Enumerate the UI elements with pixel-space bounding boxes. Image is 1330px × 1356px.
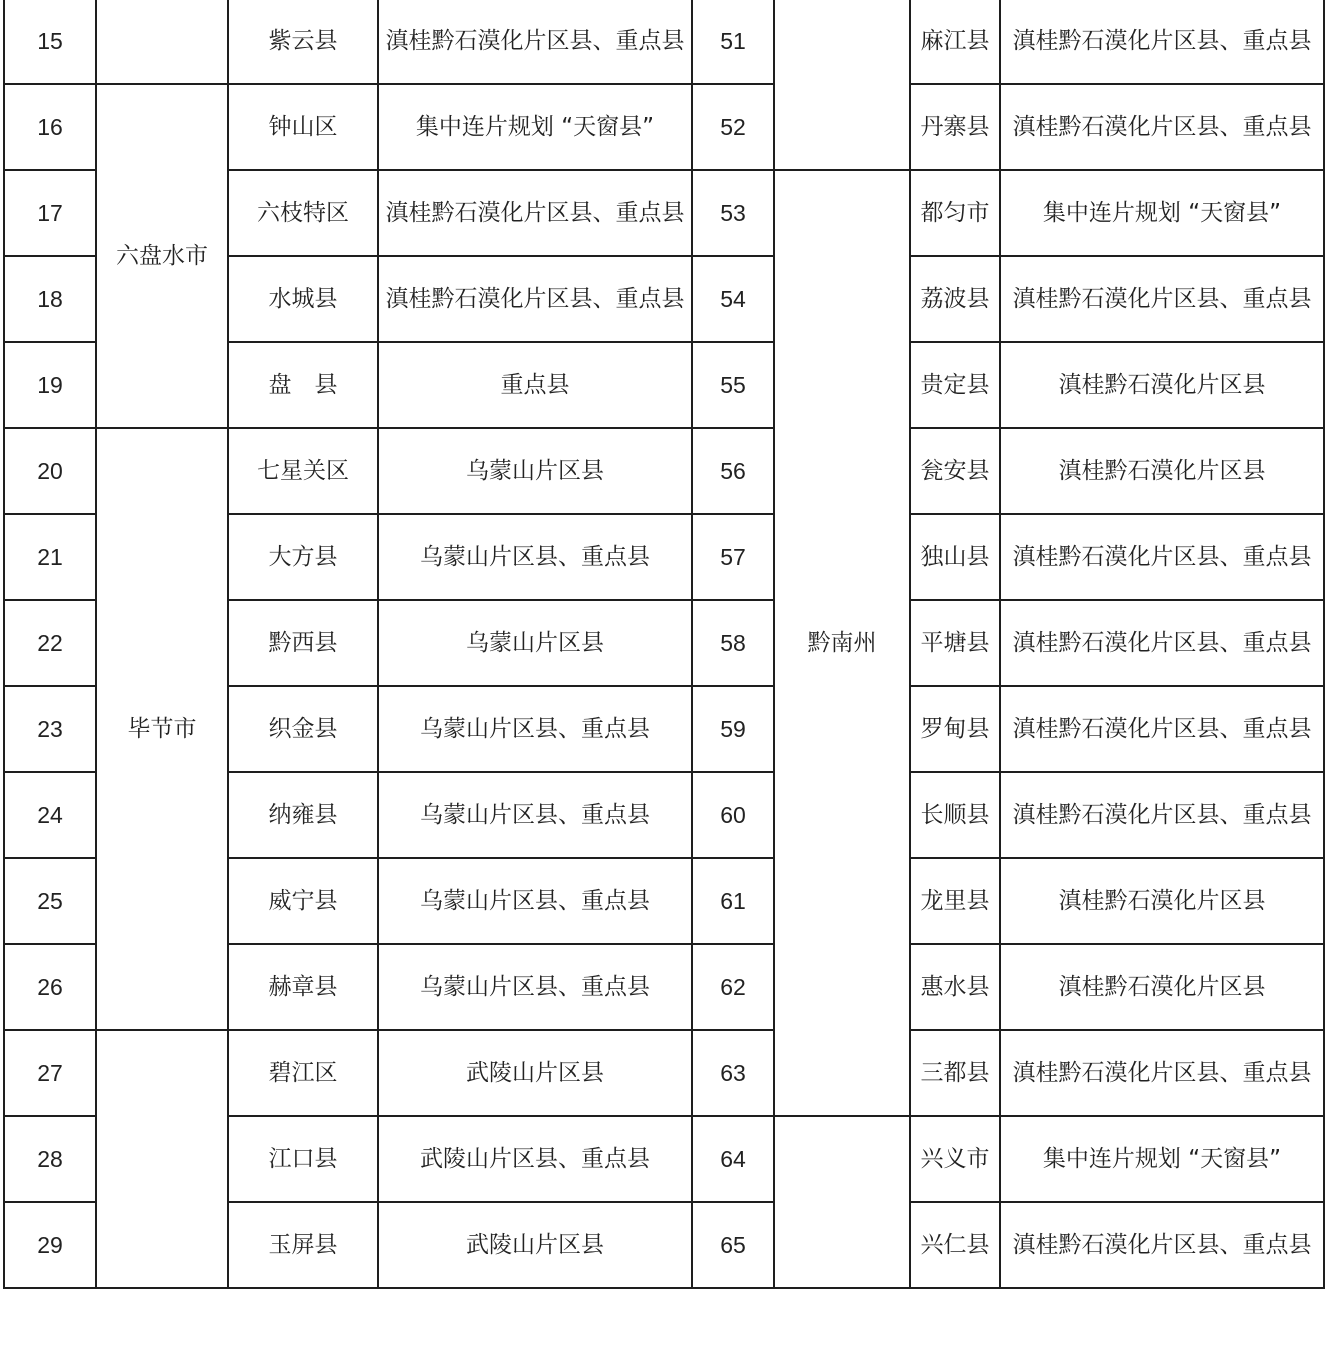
row-number: 59	[692, 686, 774, 772]
city-cell	[774, 1116, 910, 1288]
county-cell: 钟山区	[228, 84, 378, 170]
county-cell: 玉屏县	[228, 1202, 378, 1288]
table-row	[4, 84, 1324, 170]
row-number: 64	[692, 1116, 774, 1202]
category-cell: 滇桂黔石漠化片区县	[1000, 428, 1324, 514]
county-cell: 七星关区	[228, 428, 378, 514]
row-number: 63	[692, 1030, 774, 1116]
row-number: 15	[4, 0, 96, 84]
category-cell: 滇桂黔石漠化片区县	[1000, 944, 1324, 1030]
category-cell: 滇桂黔石漠化片区县、重点县	[1000, 256, 1324, 342]
row-number: 62	[692, 944, 774, 1030]
category-cell: 滇桂黔石漠化片区县、重点县	[1000, 772, 1324, 858]
table-row	[4, 428, 1324, 514]
row-number: 61	[692, 858, 774, 944]
city-cell: 黔南州	[774, 170, 910, 1116]
county-cell: 黔西县	[228, 600, 378, 686]
row-number: 19	[4, 342, 96, 428]
county-cell: 纳雍县	[228, 772, 378, 858]
category-cell: 乌蒙山片区县、重点县	[378, 858, 692, 944]
row-number: 18	[4, 256, 96, 342]
row-number: 26	[4, 944, 96, 1030]
county-cell: 大方县	[228, 514, 378, 600]
row-number: 22	[4, 600, 96, 686]
row-number: 24	[4, 772, 96, 858]
row-number: 27	[4, 1030, 96, 1116]
county-cell: 荔波县	[910, 256, 1000, 342]
category-cell: 集中连片规划 “天窗县”	[378, 84, 692, 170]
category-cell: 重点县	[378, 342, 692, 428]
county-cell: 盘 县	[228, 342, 378, 428]
county-cell: 水城县	[228, 256, 378, 342]
category-cell: 滇桂黔石漠化片区县、重点县	[378, 256, 692, 342]
row-number: 29	[4, 1202, 96, 1288]
county-cell: 织金县	[228, 686, 378, 772]
city-cell: 六盘水市	[96, 84, 228, 428]
row-number: 60	[692, 772, 774, 858]
row-number: 56	[692, 428, 774, 514]
row-number: 65	[692, 1202, 774, 1288]
county-cell: 江口县	[228, 1116, 378, 1202]
county-cell: 兴义市	[910, 1116, 1000, 1202]
county-cell: 六枝特区	[228, 170, 378, 256]
row-number: 17	[4, 170, 96, 256]
city-cell	[96, 0, 228, 84]
row-number: 28	[4, 1116, 96, 1202]
category-cell: 滇桂黔石漠化片区县、重点县	[378, 0, 692, 84]
row-number: 21	[4, 514, 96, 600]
table-row	[4, 1030, 1324, 1116]
row-number: 55	[692, 342, 774, 428]
row-number: 25	[4, 858, 96, 944]
county-cell: 平塘县	[910, 600, 1000, 686]
county-cell: 丹寨县	[910, 84, 1000, 170]
county-cell: 麻江县	[910, 0, 1000, 84]
row-number: 57	[692, 514, 774, 600]
city-cell	[774, 0, 910, 170]
category-cell: 滇桂黔石漠化片区县、重点县	[1000, 514, 1324, 600]
city-cell	[96, 1030, 228, 1288]
category-cell: 集中连片规划 “天窗县”	[1000, 1116, 1324, 1202]
county-cell: 都匀市	[910, 170, 1000, 256]
category-cell: 滇桂黔石漠化片区县	[1000, 342, 1324, 428]
category-cell: 滇桂黔石漠化片区县、重点县	[1000, 0, 1324, 84]
county-cell: 惠水县	[910, 944, 1000, 1030]
category-cell: 滇桂黔石漠化片区县、重点县	[378, 170, 692, 256]
city-cell: 毕节市	[96, 428, 228, 1030]
county-table	[3, 0, 1325, 1289]
category-cell: 武陵山片区县	[378, 1030, 692, 1116]
category-cell: 滇桂黔石漠化片区县、重点县	[1000, 600, 1324, 686]
county-cell: 碧江区	[228, 1030, 378, 1116]
category-cell: 滇桂黔石漠化片区县、重点县	[1000, 686, 1324, 772]
category-cell: 滇桂黔石漠化片区县、重点县	[1000, 1030, 1324, 1116]
county-cell: 长顺县	[910, 772, 1000, 858]
row-number: 20	[4, 428, 96, 514]
category-cell: 乌蒙山片区县	[378, 600, 692, 686]
category-cell: 乌蒙山片区县	[378, 428, 692, 514]
row-number: 51	[692, 0, 774, 84]
category-cell: 乌蒙山片区县、重点县	[378, 944, 692, 1030]
category-cell: 滇桂黔石漠化片区县	[1000, 858, 1324, 944]
county-cell: 紫云县	[228, 0, 378, 84]
row-number: 53	[692, 170, 774, 256]
county-cell: 瓮安县	[910, 428, 1000, 514]
row-number: 52	[692, 84, 774, 170]
row-number: 58	[692, 600, 774, 686]
category-cell: 武陵山片区县、重点县	[378, 1116, 692, 1202]
category-cell: 乌蒙山片区县、重点县	[378, 686, 692, 772]
county-cell: 罗甸县	[910, 686, 1000, 772]
row-number: 23	[4, 686, 96, 772]
county-cell: 贵定县	[910, 342, 1000, 428]
category-cell: 武陵山片区县	[378, 1202, 692, 1288]
row-number: 54	[692, 256, 774, 342]
county-cell: 威宁县	[228, 858, 378, 944]
category-cell: 滇桂黔石漠化片区县、重点县	[1000, 84, 1324, 170]
county-cell: 三都县	[910, 1030, 1000, 1116]
county-cell: 独山县	[910, 514, 1000, 600]
row-number: 16	[4, 84, 96, 170]
category-cell: 乌蒙山片区县、重点县	[378, 772, 692, 858]
category-cell: 集中连片规划 “天窗县”	[1000, 170, 1324, 256]
county-cell: 兴仁县	[910, 1202, 1000, 1288]
county-cell: 龙里县	[910, 858, 1000, 944]
category-cell: 滇桂黔石漠化片区县、重点县	[1000, 1202, 1324, 1288]
category-cell: 乌蒙山片区县、重点县	[378, 514, 692, 600]
county-cell: 赫章县	[228, 944, 378, 1030]
